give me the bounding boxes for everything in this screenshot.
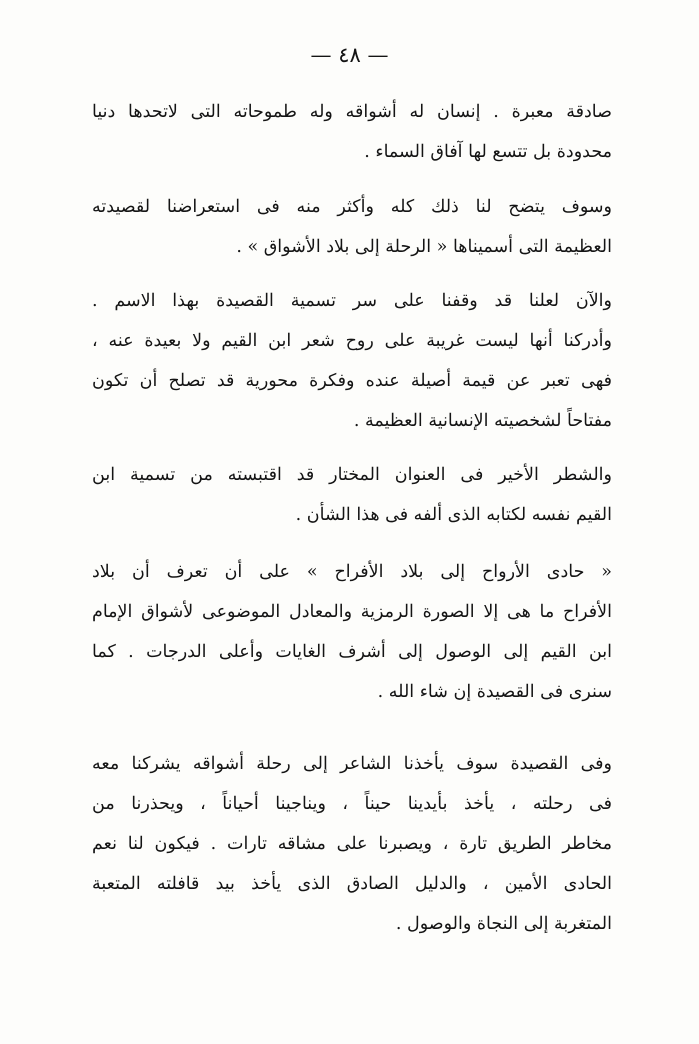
text-line: وسوف يتضح لنا ذلك كله وأكثر منه فى استعراضنا لقصيدته: [92, 197, 612, 217]
paragraph-3: [92, 281, 612, 441]
text-line: القيم نفسه لكتابه الذى ألفه فى هذا الشأن .: [295, 505, 612, 525]
text-line: ابن القيم إلى الوصول إلى أشرف الغايات وأعلى الدرجات . كما: [92, 642, 612, 662]
text-line: « حادى الأرواح إلى بلاد الأفراح » على أن تعرف أن بلاد: [92, 562, 612, 582]
text-line: الأفراح ما هى إلا الصورة الرمزية والمعادل الموضوعى لأشواق الإمام: [92, 602, 612, 622]
text-line: مفتاحاً لشخصيته الإنسانية العظيمة .: [353, 411, 612, 431]
text-line: محدودة بل تتسع لها آفاق السماء .: [364, 142, 612, 162]
text-line: سنرى فى القصيدة إن شاء الله .: [377, 682, 612, 702]
text-line: المتغربة إلى النجاة والوصول .: [395, 914, 612, 934]
paragraph-5: [92, 552, 612, 712]
paragraph-6: [92, 744, 612, 944]
text-line: فى رحلته ، يأخذ بأيدينا حيناً ، ويناجينا أحياناً ، ويحذرنا من: [92, 794, 612, 814]
page-number: — ٤٨ —: [310, 43, 389, 67]
text-line: وفى القصيدة سوف يأخذنا الشاعر إلى رحلة أشواقه يشركنا معه: [92, 754, 612, 774]
text-line: الحادى الأمين ، والدليل الصادق الذى يأخذ بيد قافلته المتعبة: [92, 874, 612, 894]
text-line: صادقة معبرة . إنسان له أشواقه وله طموحاته التى لاتحدها دنيا: [92, 102, 612, 122]
text-line: وأدركنا أنها ليست غريبة على روح شعر ابن القيم ولا بعيدة عنه ،: [92, 331, 612, 351]
paragraph-1: [92, 92, 612, 172]
text-line: والآن لعلنا قد وقفنا على سر تسمية القصيدة بهذا الاسم .: [92, 291, 612, 311]
text-line: والشطر الأخير فى العنوان المختار قد اقتبسته من تسمية ابن: [92, 465, 612, 485]
paragraph-2: [92, 187, 612, 267]
text-line: فهى تعبر عن قيمة أصيلة عنده وفكرة محورية قد تصلح أن تكون: [92, 371, 612, 391]
paragraph-4: [92, 455, 612, 535]
text-line: مخاطر الطريق تارة ، ويصبرنا على مشاقه تارات . فيكون لنا نعم: [92, 834, 612, 854]
text-line: العظيمة التى أسميناها « الرحلة إلى بلاد الأشواق » .: [236, 237, 612, 257]
text-body: [92, 92, 612, 944]
